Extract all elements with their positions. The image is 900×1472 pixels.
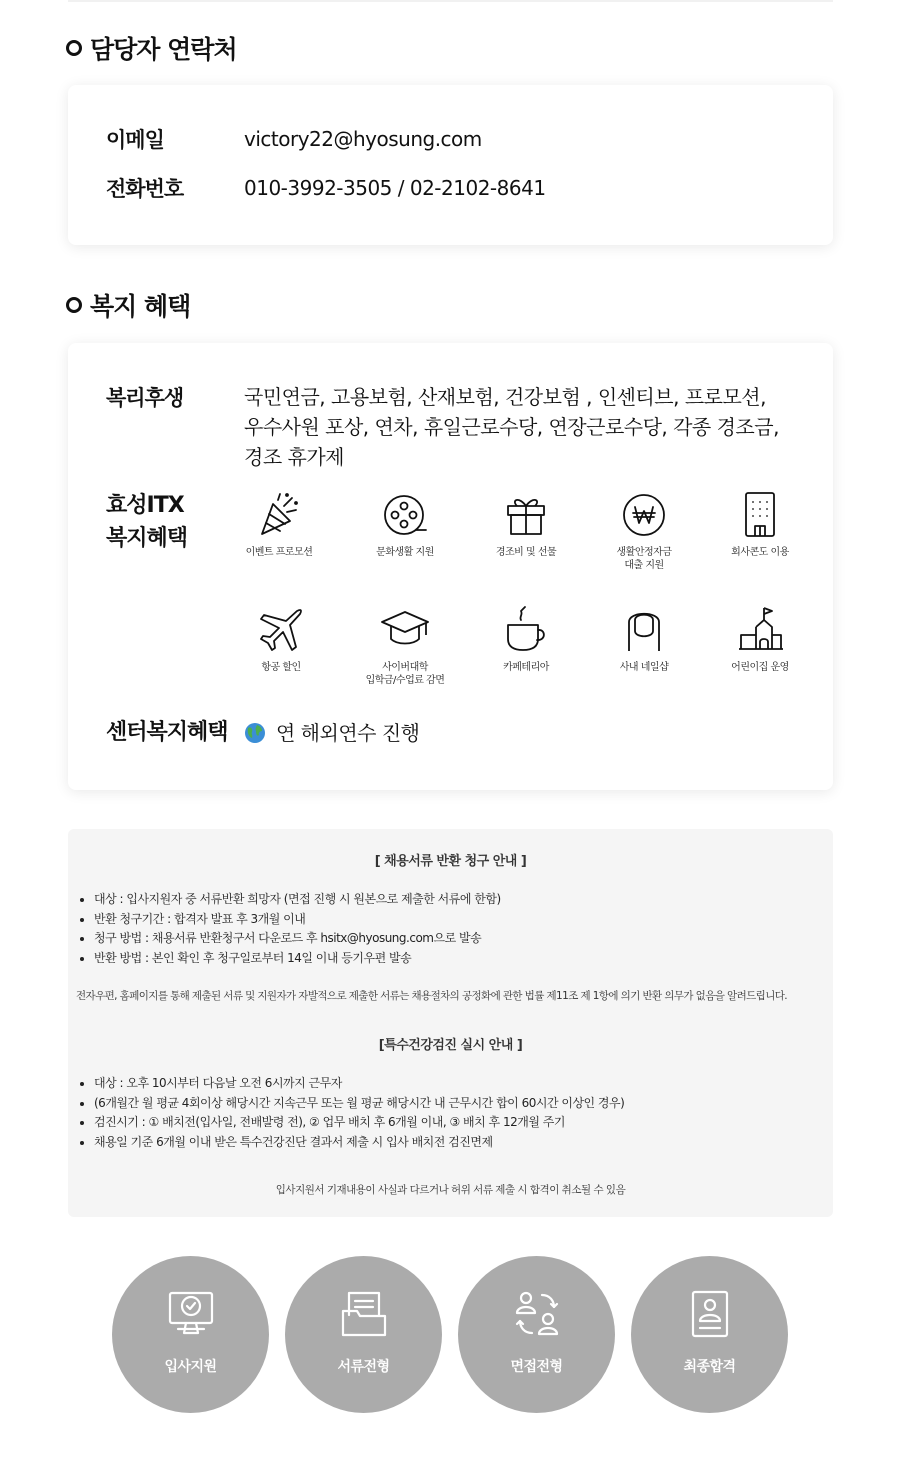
- won-coin-icon: [619, 490, 669, 540]
- benefit-daycare: 어린이집 운영: [700, 605, 820, 674]
- email-row: [106, 124, 482, 156]
- phone-label: 전화번호: [106, 177, 184, 201]
- health-check-list: [74, 1074, 624, 1152]
- notice-box: [68, 829, 833, 1217]
- ring-bullet-icon: [66, 40, 82, 56]
- step-final-pass: 최종합격: [631, 1256, 788, 1413]
- contact-section-title: 담당자 연락처: [66, 30, 237, 66]
- top-divider: [68, 0, 833, 2]
- center-benefits-value: 연 해외연수 진행: [276, 721, 420, 745]
- center-benefits-row: [106, 717, 419, 749]
- health-check-title: [특수건강검진 실시 안내 ]: [378, 1038, 523, 1053]
- id-badge-icon: [685, 1289, 735, 1339]
- benefits-row: [106, 382, 779, 472]
- benefit-gift: 경조비 및 선물: [466, 490, 586, 559]
- kindergarten-icon: [735, 605, 785, 655]
- benefits-label: 복리후생: [106, 386, 184, 410]
- benefit-nail-shop: 사내 네일샵: [584, 605, 704, 674]
- gift-icon: [501, 490, 551, 540]
- phone-value: 010-3992-3505 / 02-2102-8641: [244, 176, 546, 200]
- nail-icon: [619, 605, 669, 655]
- list-item: • 검진시기 : ① 배치전(입사일, 전배발령 전), ② 업무 배치 후 6개월 이내, ③ 배치 후 12개월 주기: [94, 1113, 624, 1133]
- building-icon: [735, 490, 785, 540]
- notice-footer: 입사지원서 기재내용이 사실과 다르거나 허위 서류 제출 시 합격이 취소될 수 있음: [275, 1184, 626, 1196]
- phone-row: [106, 173, 546, 205]
- benefit-cyber-university: 사이버대학 입학금/수업료 감면: [345, 605, 465, 687]
- welfare-card: [68, 343, 833, 790]
- center-benefits-label: 센터복지혜택: [106, 720, 228, 745]
- welfare-section-title: 복지 혜택: [66, 287, 190, 323]
- list-item: • (6개월간 월 평균 4회이상 해당시간 지속근무 또는 월 평균 해당시간 내 근무시간 합이 60시간 이상인 경우): [94, 1094, 624, 1114]
- contact-card: [68, 85, 833, 245]
- benefit-airline-discount: 항공 할인: [221, 605, 341, 674]
- itx-benefits-label: 효성ITX 복지혜택: [106, 493, 188, 551]
- benefit-event-promotion: 이벤트 프로모션: [219, 490, 339, 559]
- list-item: • 반환 청구기간 : 합격자 발표 후 3개월 이내: [94, 910, 501, 930]
- graduation-cap-icon: [379, 605, 431, 655]
- email-value[interactable]: victory22@hyosung.com: [244, 127, 482, 151]
- ring-bullet-icon: [66, 297, 82, 313]
- step-document-screening: 서류전형: [285, 1256, 442, 1413]
- list-item: • 대상 : 입사지원자 중 서류반환 희망자 (면접 진행 시 원본으로 제출한 서류에 한함): [94, 890, 501, 910]
- party-popper-icon: [254, 490, 304, 540]
- document-return-list: [74, 890, 501, 968]
- list-item: • 반환 방법 : 본인 확인 후 청구일로부터 14일 이내 등기우편 발송: [94, 949, 501, 969]
- benefits-value: 국민연금, 고용보험, 산재보험, 건강보험 , 인센티브, 프로모션, 우수사원 포상, 연차, 휴일근로수당, 연장근로수당, 각종 경조금, 경조 휴가제: [244, 385, 779, 469]
- step-interview: 면접전형: [458, 1256, 615, 1413]
- email-label: 이메일: [106, 128, 164, 152]
- list-item: • 청구 방법 : 채용서류 반환청구서 다운로드 후 hsitx@hyosung.com으로 발송: [94, 929, 501, 949]
- airplane-icon: [256, 605, 306, 655]
- benefit-cafeteria: 카페테리아: [466, 605, 586, 674]
- interview-people-icon: [512, 1289, 562, 1339]
- step-apply: 입사지원: [112, 1256, 269, 1413]
- coffee-cup-icon: [500, 605, 552, 655]
- list-item: • 채용일 기준 6개월 이내 받은 특수건강진단 결과서 제출 시 입사 배치전 검진면제: [94, 1133, 624, 1153]
- benefit-living-loan: 생활안정자금 대출 지원: [584, 490, 704, 572]
- list-item: • 대상 : 오후 10시부터 다음날 오전 6시까지 근무자: [94, 1074, 624, 1094]
- globe-icon: [244, 722, 266, 744]
- document-return-title: [ 채용서류 반환 청구 안내 ]: [374, 854, 527, 869]
- benefit-culture-support: 문화생활 지원: [345, 490, 465, 559]
- monitor-check-icon: [166, 1289, 216, 1339]
- film-reel-icon: [380, 490, 430, 540]
- benefit-condo: 회사콘도 이용: [700, 490, 820, 559]
- folder-document-icon: [339, 1289, 389, 1339]
- document-return-note: 전자우편, 홈페이지를 통해 제출된 서류 및 지원자가 자발적으로 제출한 서류는 채용절차의 공정화에 관한 법률 제11조 제 1항에 의기 반환 의무가 없음을 알려드립니다.: [76, 990, 788, 1002]
